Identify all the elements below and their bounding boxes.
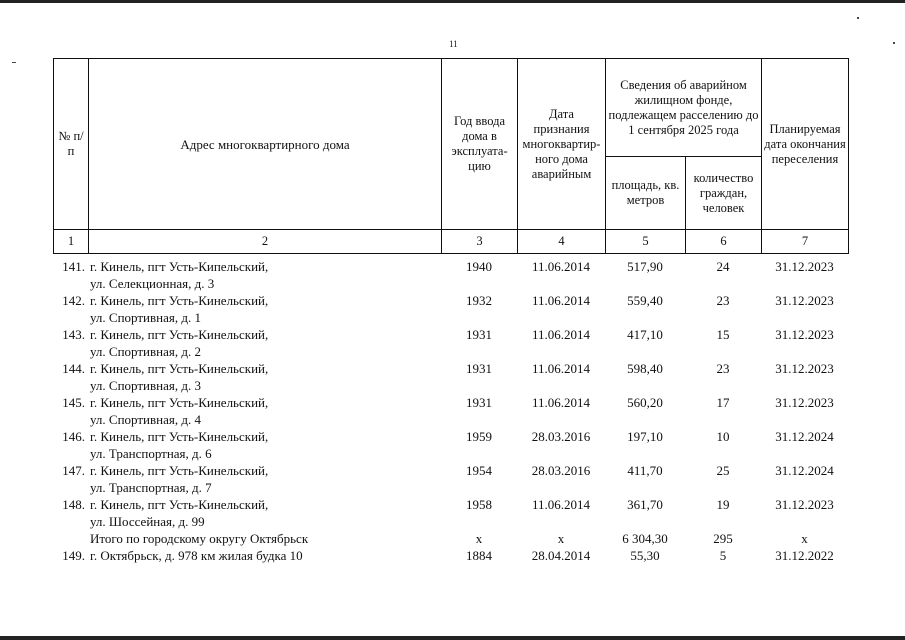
table-row	[53, 428, 848, 462]
total-year: х	[475, 531, 483, 546]
total-end: х	[801, 531, 808, 546]
table-row	[53, 496, 848, 530]
row-area: 197,10	[627, 429, 663, 444]
row-date: 11.06.2014	[531, 259, 591, 274]
row-number: 145.	[62, 395, 85, 410]
row-date: 28.03.2016	[531, 429, 591, 444]
total-people: 295	[713, 531, 733, 546]
row-address-line1: г. Кинель, пгт Усть-Кинельский,	[90, 327, 269, 342]
page-number: 11	[449, 39, 458, 49]
row-area: 560,20	[627, 395, 663, 410]
table-header	[53, 58, 849, 254]
row-address-line1: г. Кинель, пгт Усть-Кинельский,	[90, 361, 269, 376]
row-people: 5	[719, 548, 727, 563]
row-end: 31.12.2023	[775, 259, 834, 274]
row-year: 1931	[466, 395, 492, 410]
total-row	[53, 530, 848, 547]
row-people: 15	[716, 327, 730, 342]
row-end: 31.12.2023	[775, 395, 834, 410]
row-year: 1959	[466, 429, 492, 444]
row-address-line2: ул. Спортивная, д. 4	[90, 412, 201, 427]
header-col-people: количество граждан, человек	[686, 157, 762, 230]
table-row	[53, 292, 848, 326]
row-area: 55,30	[630, 548, 660, 563]
row-address-line1: г. Кинель, пгт Усть-Кинельский,	[90, 463, 269, 478]
row-address	[88, 428, 441, 462]
row-number: 144.	[62, 361, 85, 376]
row-address-line1: г. Кинель, пгт Усть-Кинельский,	[90, 395, 269, 410]
table-row	[53, 326, 848, 360]
row-people: 24	[716, 259, 730, 274]
row-number: 147.	[62, 463, 85, 478]
table-row	[53, 547, 848, 564]
row-people: 10	[716, 429, 730, 444]
numbering-cell: 1	[54, 230, 89, 254]
table-row	[53, 360, 848, 394]
row-address-line1: г. Кинель, пгт Усть-Кинельский,	[90, 497, 269, 512]
row-date: 28.04.2014	[531, 548, 591, 563]
row-address-line2: ул. Транспортная, д. 7	[90, 480, 212, 495]
table-row	[53, 462, 848, 496]
row-end: 31.12.2024	[775, 429, 834, 444]
row-address-line2: ул. Спортивная, д. 3	[90, 378, 201, 393]
header-col-year: Год ввода дома в эксплуата-цию	[442, 59, 518, 230]
row-year: 1931	[466, 327, 492, 342]
row-date: 28.03.2016	[531, 463, 591, 478]
row-area: 598,40	[627, 361, 663, 376]
row-date: 11.06.2014	[531, 327, 591, 342]
row-end: 31.12.2023	[775, 327, 834, 342]
row-area: 361,70	[627, 497, 663, 512]
row-end: 31.12.2024	[775, 463, 834, 478]
scan-top-border	[0, 0, 905, 3]
row-year: 1954	[466, 463, 492, 478]
header-col-number: № п/п	[54, 59, 89, 230]
row-year: 1931	[466, 361, 492, 376]
row-date: 11.06.2014	[531, 395, 591, 410]
row-year: 1932	[466, 293, 492, 308]
row-address	[88, 496, 441, 530]
row-address-line1: г. Кинель, пгт Усть-Кинельский,	[90, 293, 269, 308]
row-date: 11.06.2014	[531, 361, 591, 376]
numbering-cell: 3	[442, 230, 518, 254]
row-address: г. Октябрьск, д. 978 км жилая будка 10	[90, 548, 303, 563]
row-year: 1940	[466, 259, 492, 274]
row-people: 19	[716, 497, 730, 512]
row-people: 23	[716, 361, 730, 376]
total-area: 6 304,30	[622, 531, 668, 546]
row-address	[88, 394, 441, 428]
row-year: 1884	[466, 548, 492, 563]
numbering-cell: 6	[686, 230, 762, 254]
row-address	[88, 292, 441, 326]
numbering-cell: 2	[89, 230, 442, 254]
total-date: х	[557, 531, 565, 546]
row-number: 146.	[62, 429, 85, 444]
header-col-area: площадь, кв. метров	[606, 157, 686, 230]
scan-bottom-border	[0, 636, 905, 640]
table-body	[53, 258, 848, 564]
numbering-cell: 4	[518, 230, 606, 254]
row-end: 31.12.2022	[775, 548, 834, 563]
header-col-address: Адрес многоквартирного дома	[89, 59, 442, 230]
row-area: 411,70	[627, 463, 663, 478]
row-number: 142.	[62, 293, 85, 308]
row-address-line2: ул. Спортивная, д. 1	[90, 310, 201, 325]
row-area: 517,90	[627, 259, 663, 274]
table-row	[53, 258, 848, 292]
row-number: 148.	[62, 497, 85, 512]
scan-speck	[12, 62, 16, 63]
row-address-line2: ул. Шоссейная, д. 99	[90, 514, 205, 529]
row-area: 417,10	[627, 327, 663, 342]
numbering-cell: 7	[762, 230, 849, 254]
row-people: 23	[716, 293, 730, 308]
row-number: 143.	[62, 327, 85, 342]
row-number: 149.	[62, 548, 85, 563]
table-row	[53, 394, 848, 428]
header-col-emergency-fund: Сведения об аварийном жилищном фонде, подлежащем расселению до 1 сентября 2025 года	[606, 59, 762, 157]
row-address-line2: ул. Спортивная, д. 2	[90, 344, 201, 359]
row-address-line2: ул. Селекционная, д. 3	[90, 276, 215, 291]
row-address	[88, 360, 441, 394]
row-date: 11.06.2014	[531, 497, 591, 512]
row-address	[88, 462, 441, 496]
row-number: 141.	[62, 259, 85, 274]
row-year: 1958	[466, 497, 492, 512]
header-col-date: Дата признания многоквартир-ного дома аварийным	[518, 59, 606, 230]
row-address	[88, 258, 441, 292]
row-address-line1: г. Кинель, пгт Усть-Кипельский,	[90, 259, 269, 274]
row-area: 559,40	[627, 293, 663, 308]
numbering-cell: 5	[606, 230, 686, 254]
row-address-line2: ул. Транспортная, д. 6	[90, 446, 212, 461]
row-people: 25	[716, 463, 730, 478]
row-end: 31.12.2023	[775, 497, 834, 512]
row-date: 11.06.2014	[531, 293, 591, 308]
row-end: 31.12.2023	[775, 293, 834, 308]
scan-speck	[893, 42, 895, 44]
row-end: 31.12.2023	[775, 361, 834, 376]
row-address	[88, 326, 441, 360]
row-address-line1: г. Кинель, пгт Усть-Кинельский,	[90, 429, 269, 444]
row-people: 17	[716, 395, 730, 410]
total-label: Итого по городскому округу Октябрьск	[90, 531, 309, 546]
header-col-planned-date: Планируемая дата окончания переселения	[762, 59, 849, 230]
scan-speck	[857, 17, 859, 19]
